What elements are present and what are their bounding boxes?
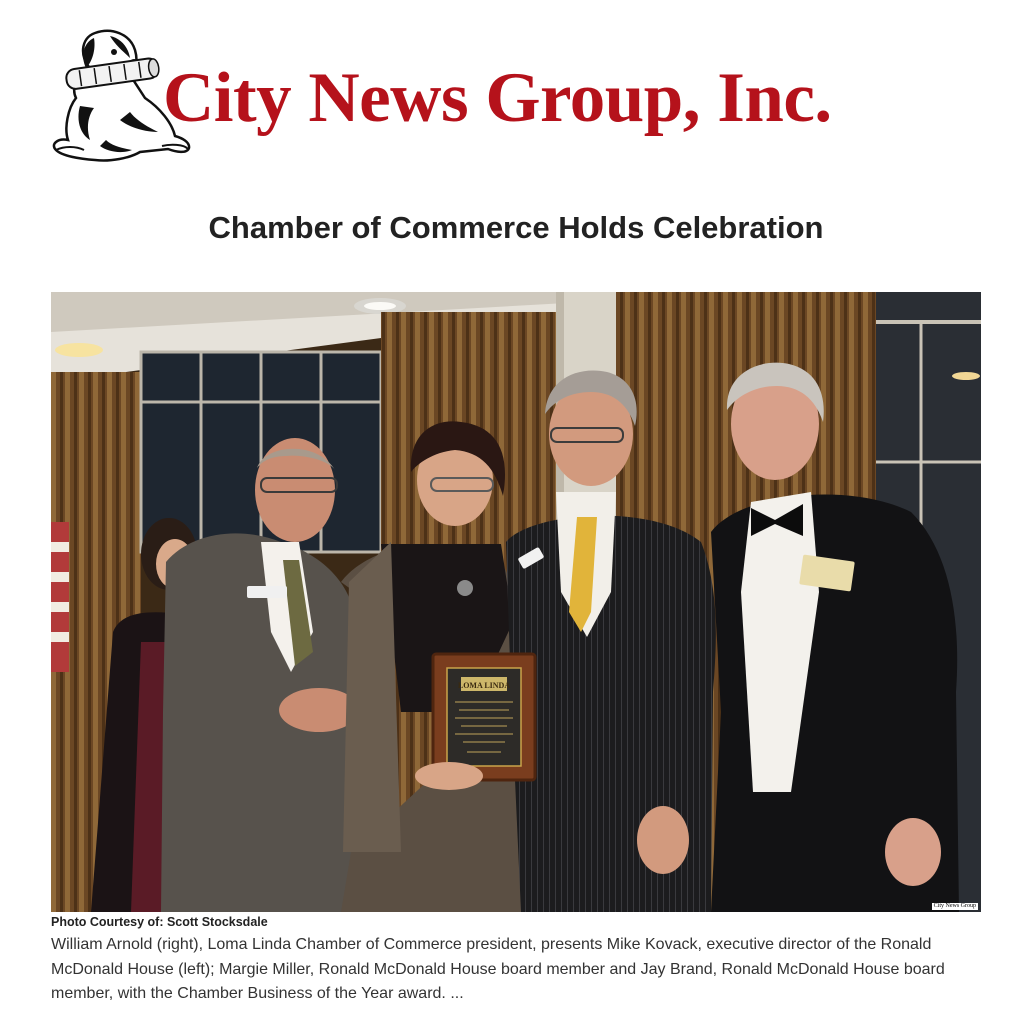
masthead xyxy=(50,28,980,178)
brand-name[interactable]: City News Group, Inc. xyxy=(163,59,832,137)
photo-credit: Photo Courtesy of: Scott Stocksdale xyxy=(51,915,268,929)
plaque-title: LOMA LINDA xyxy=(457,681,511,690)
photo-caption: William Arnold (right), Loma Linda Chamber of Commerce president, presents Mike Kovack, executive director of the Ronald McDonald House (left); Margie Miller, Ronald McDonald House board member and Jay Brand, Ronald McDonald House board member, with the Chamber Business of the Year award. ... xyxy=(51,936,945,1002)
award-plaque xyxy=(433,654,535,780)
photo-watermark: City News Group xyxy=(933,903,976,909)
article-headline: Chamber of Commerce Holds Celebration xyxy=(208,210,824,245)
article-photo xyxy=(51,292,981,912)
